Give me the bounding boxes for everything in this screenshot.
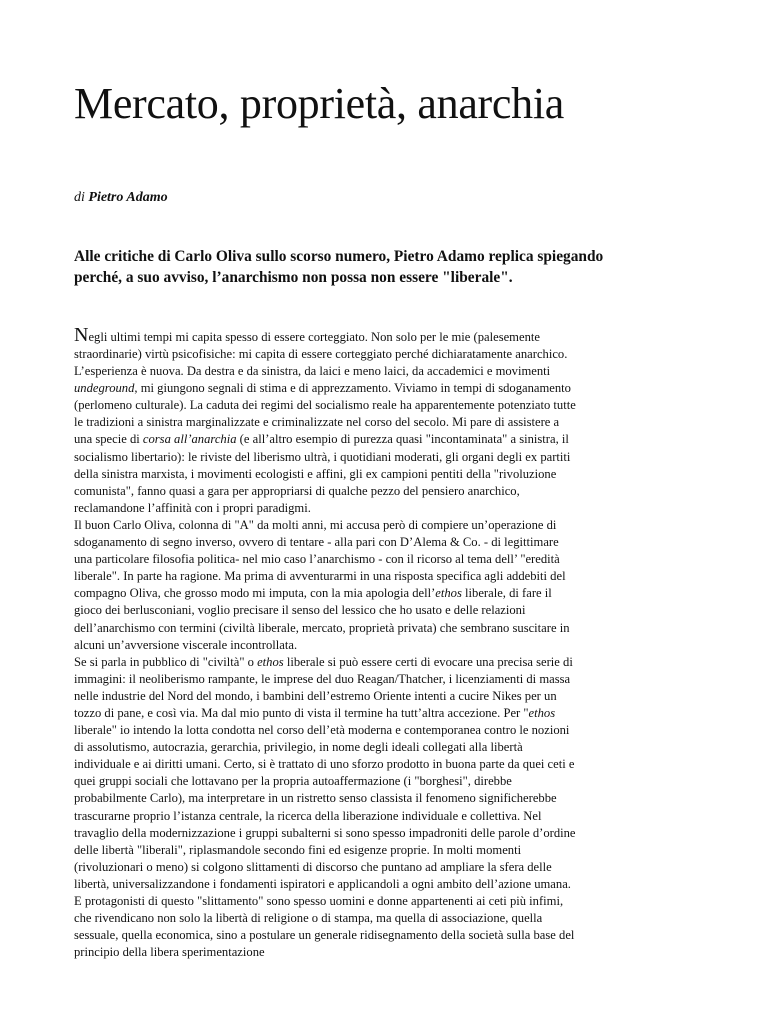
italic-text: undeground xyxy=(74,381,135,396)
body-line xyxy=(74,637,694,654)
body-line xyxy=(74,346,694,363)
body-line xyxy=(74,756,694,773)
body-line xyxy=(74,842,694,859)
body-line xyxy=(74,568,694,585)
body-text: Il buon Carlo Oliva, colonna di "A" da molti anni, mi accusa però di compiere un’operazione di xyxy=(74,517,557,532)
body-line xyxy=(74,363,694,380)
body-text: gioco dei berlusconiani, voglio precisare il senso del lessico che ho usato e delle relazioni xyxy=(74,603,526,618)
body-line xyxy=(74,705,694,722)
body-line xyxy=(74,466,694,483)
italic-text: ethos xyxy=(528,705,556,720)
body-text: quei gruppi sociali che lottavano per la propria autoaffermazione (i "borghesi", direbbe xyxy=(74,774,512,789)
italic-text: ethos xyxy=(257,654,284,669)
body-text: libertà, universalizzandone i fondamenti ispiratori e applicandoli a ogni ambito dell’azione umana. xyxy=(74,876,571,891)
body-text: liberale" io intendo la lotta condotta nel corso dell’età moderna e contemporanea contro le nozioni xyxy=(74,723,570,738)
body-line xyxy=(74,324,694,346)
body-line xyxy=(74,825,694,842)
body-line xyxy=(74,620,694,637)
body-line xyxy=(74,927,694,944)
body-text: comunista", fanno quasi a gara per appropriarsi di qualche pezzo del pensiero anarchico, xyxy=(74,483,520,498)
article-title: Mercato, proprietà, anarchia xyxy=(74,79,564,128)
body-text: liberale, di fare il xyxy=(461,586,552,601)
body-text: della sinistra marxista, i movimenti ecologisti e affini, gli ex campioni pentiti della "rivoluzione xyxy=(74,466,557,481)
body-text: individuale e ai diritti umani. Certo, si è trattato di uno sforzo prodotto in buona parte da quei ceti e xyxy=(74,757,575,772)
body-text: probabilmente Carlo), ma interpretare in un ristretto senso classista il fenomeno significherebbe xyxy=(74,791,557,806)
body-line xyxy=(74,585,694,602)
body-line xyxy=(74,551,694,568)
body-text: reclamandone l’affinità con i propri paradigmi. xyxy=(74,500,311,515)
body-line xyxy=(74,414,694,431)
italic-text: ethos xyxy=(435,586,462,601)
italic-text: corsa all’anarchia xyxy=(142,432,237,447)
body-text: una particolare filosofia politica- nel mio caso l’anarchismo - con il ricorso al tema dell’ "eredità xyxy=(74,552,560,567)
body-line xyxy=(74,876,694,893)
body-text: nelle industrie del Nord del mondo, i bambini dell’estremo Oriente intenti a cucire Nikes per un xyxy=(74,688,557,703)
body-text: dell’anarchismo con termini (civiltà liberale, mercato, proprietà privata) che sembrano suscitare in xyxy=(74,620,570,635)
byline xyxy=(74,188,168,208)
body-text: E protagonisti di questo "slittamento" sono spesso uomini e donne appartenenti ai ceti più infimi, xyxy=(74,894,564,908)
body-text: liberale si può essere certi di evocare una precisa serie di xyxy=(283,654,573,669)
body-line xyxy=(74,688,694,705)
body-text: socialismo libertario): le riviste del liberismo ultrà, i quotidiani moderati, gli organi degli ex partiti xyxy=(74,449,571,464)
body-line xyxy=(74,654,694,671)
body-line xyxy=(74,773,694,790)
article-lead xyxy=(74,246,724,288)
body-text: le tradizioni a sinistra marginalizzate e criminalizzate nel corso del secolo. Mi pare di assistere a xyxy=(74,415,560,430)
body-text: egli ultimi tempi mi capita spesso di essere corteggiato. Non solo per le mie (palesemente xyxy=(88,330,540,344)
body-text: (rivoluzionari o meno) si colgono slittamenti di discorso che puntano ad ampliare la sfera delle xyxy=(74,859,552,874)
body-text: L’esperienza è nuova. Da destra e da sinistra, da laici e meno laici, da accademici e movimenti xyxy=(74,364,551,379)
body-line xyxy=(74,449,694,466)
body-text: tozzo di pane, e così via. Ma dal mio punto di vista il termine ha tutt’altra accezione. Per " xyxy=(74,705,529,720)
body-line xyxy=(74,893,694,910)
lead-line: Alle critiche di Carlo Oliva sullo scorso numero, Pietro Adamo replica spiegando xyxy=(74,248,604,265)
body-text: , mi giungono segnali di stima e di apprezzamento. Viviamo in tempi di sdoganamento xyxy=(134,381,571,396)
body-line xyxy=(74,722,694,739)
body-line xyxy=(74,397,694,414)
body-text: (perlomeno culturale). La caduta dei regimi del socialismo reale ha apparentemente potenziato tutte xyxy=(74,398,576,413)
body-line xyxy=(74,483,694,500)
lead-line: perché, a suo avviso, l’anarchismo non possa non essere "liberale". xyxy=(74,269,513,286)
body-line xyxy=(74,431,694,448)
body-text: compagno Oliva, che grosso modo mi imputa, con la mia apologia dell’ xyxy=(74,586,436,601)
body-line xyxy=(74,671,694,688)
drop-cap: N xyxy=(74,324,89,346)
article-body xyxy=(74,324,694,961)
body-line xyxy=(74,534,694,551)
author-name: Pietro Adamo xyxy=(88,190,168,205)
body-text: una specie di xyxy=(74,432,143,447)
body-text: straordinarie) virtù psicofisiche: mi capita di essere corteggiato perché dichiaratamente anarchico. xyxy=(74,347,568,361)
body-line xyxy=(74,859,694,876)
body-text: Se si parla in pubblico di "civiltà" o xyxy=(74,654,258,669)
body-line xyxy=(74,739,694,756)
body-line xyxy=(74,808,694,825)
body-text: delle libertà "liberali", riplasmandole secondo fini ed esigenze proprie. In molti momenti xyxy=(74,842,522,857)
body-text: travaglio della modernizzazione i gruppi subalterni si sono spesso impadroniti delle parole d’ordine xyxy=(74,825,576,840)
body-line xyxy=(74,790,694,807)
byline-prefix: di xyxy=(74,190,85,205)
body-text: (e all’altro esempio di purezza quasi "incontaminata" a sinistra, il xyxy=(236,432,569,447)
body-text: alcuni un’avversione viscerale incontrollata. xyxy=(74,637,298,652)
body-line xyxy=(74,910,694,927)
body-line xyxy=(74,944,694,961)
body-text: sdoganamento di segno inverso, ovvero di tentare - alla pari con D’Alema & Co. - di legittimare xyxy=(74,535,559,550)
body-line xyxy=(74,380,694,397)
body-line xyxy=(74,602,694,619)
body-text: che rivendicano non solo la libertà di religione o di stampa, ma quella di associazione, quella xyxy=(74,911,543,926)
body-text: liberale". In parte ha ragione. Ma prima di avventurarmi in una risposta specifica agli addebiti del xyxy=(74,569,566,584)
body-text: di assolutismo, autocrazia, gerarchia, privilegio, in nome degli ideali collegati alla libertà xyxy=(74,740,523,755)
body-line xyxy=(74,517,694,534)
body-text: trascurarne proprio l’istanza centrale, la ricerca della liberazione individuale e collettiva. Nel xyxy=(74,808,542,823)
body-text: sessuale, quella economica, sino a postulare un generale ridisegnamento della società sulla base del xyxy=(74,928,575,943)
body-text: immagini: il neoliberismo rampante, le imprese del duo Reagan/Thatcher, i licenziamenti di massa xyxy=(74,671,571,686)
body-line xyxy=(74,500,694,517)
body-text: principio della libera sperimentazione xyxy=(74,945,265,960)
